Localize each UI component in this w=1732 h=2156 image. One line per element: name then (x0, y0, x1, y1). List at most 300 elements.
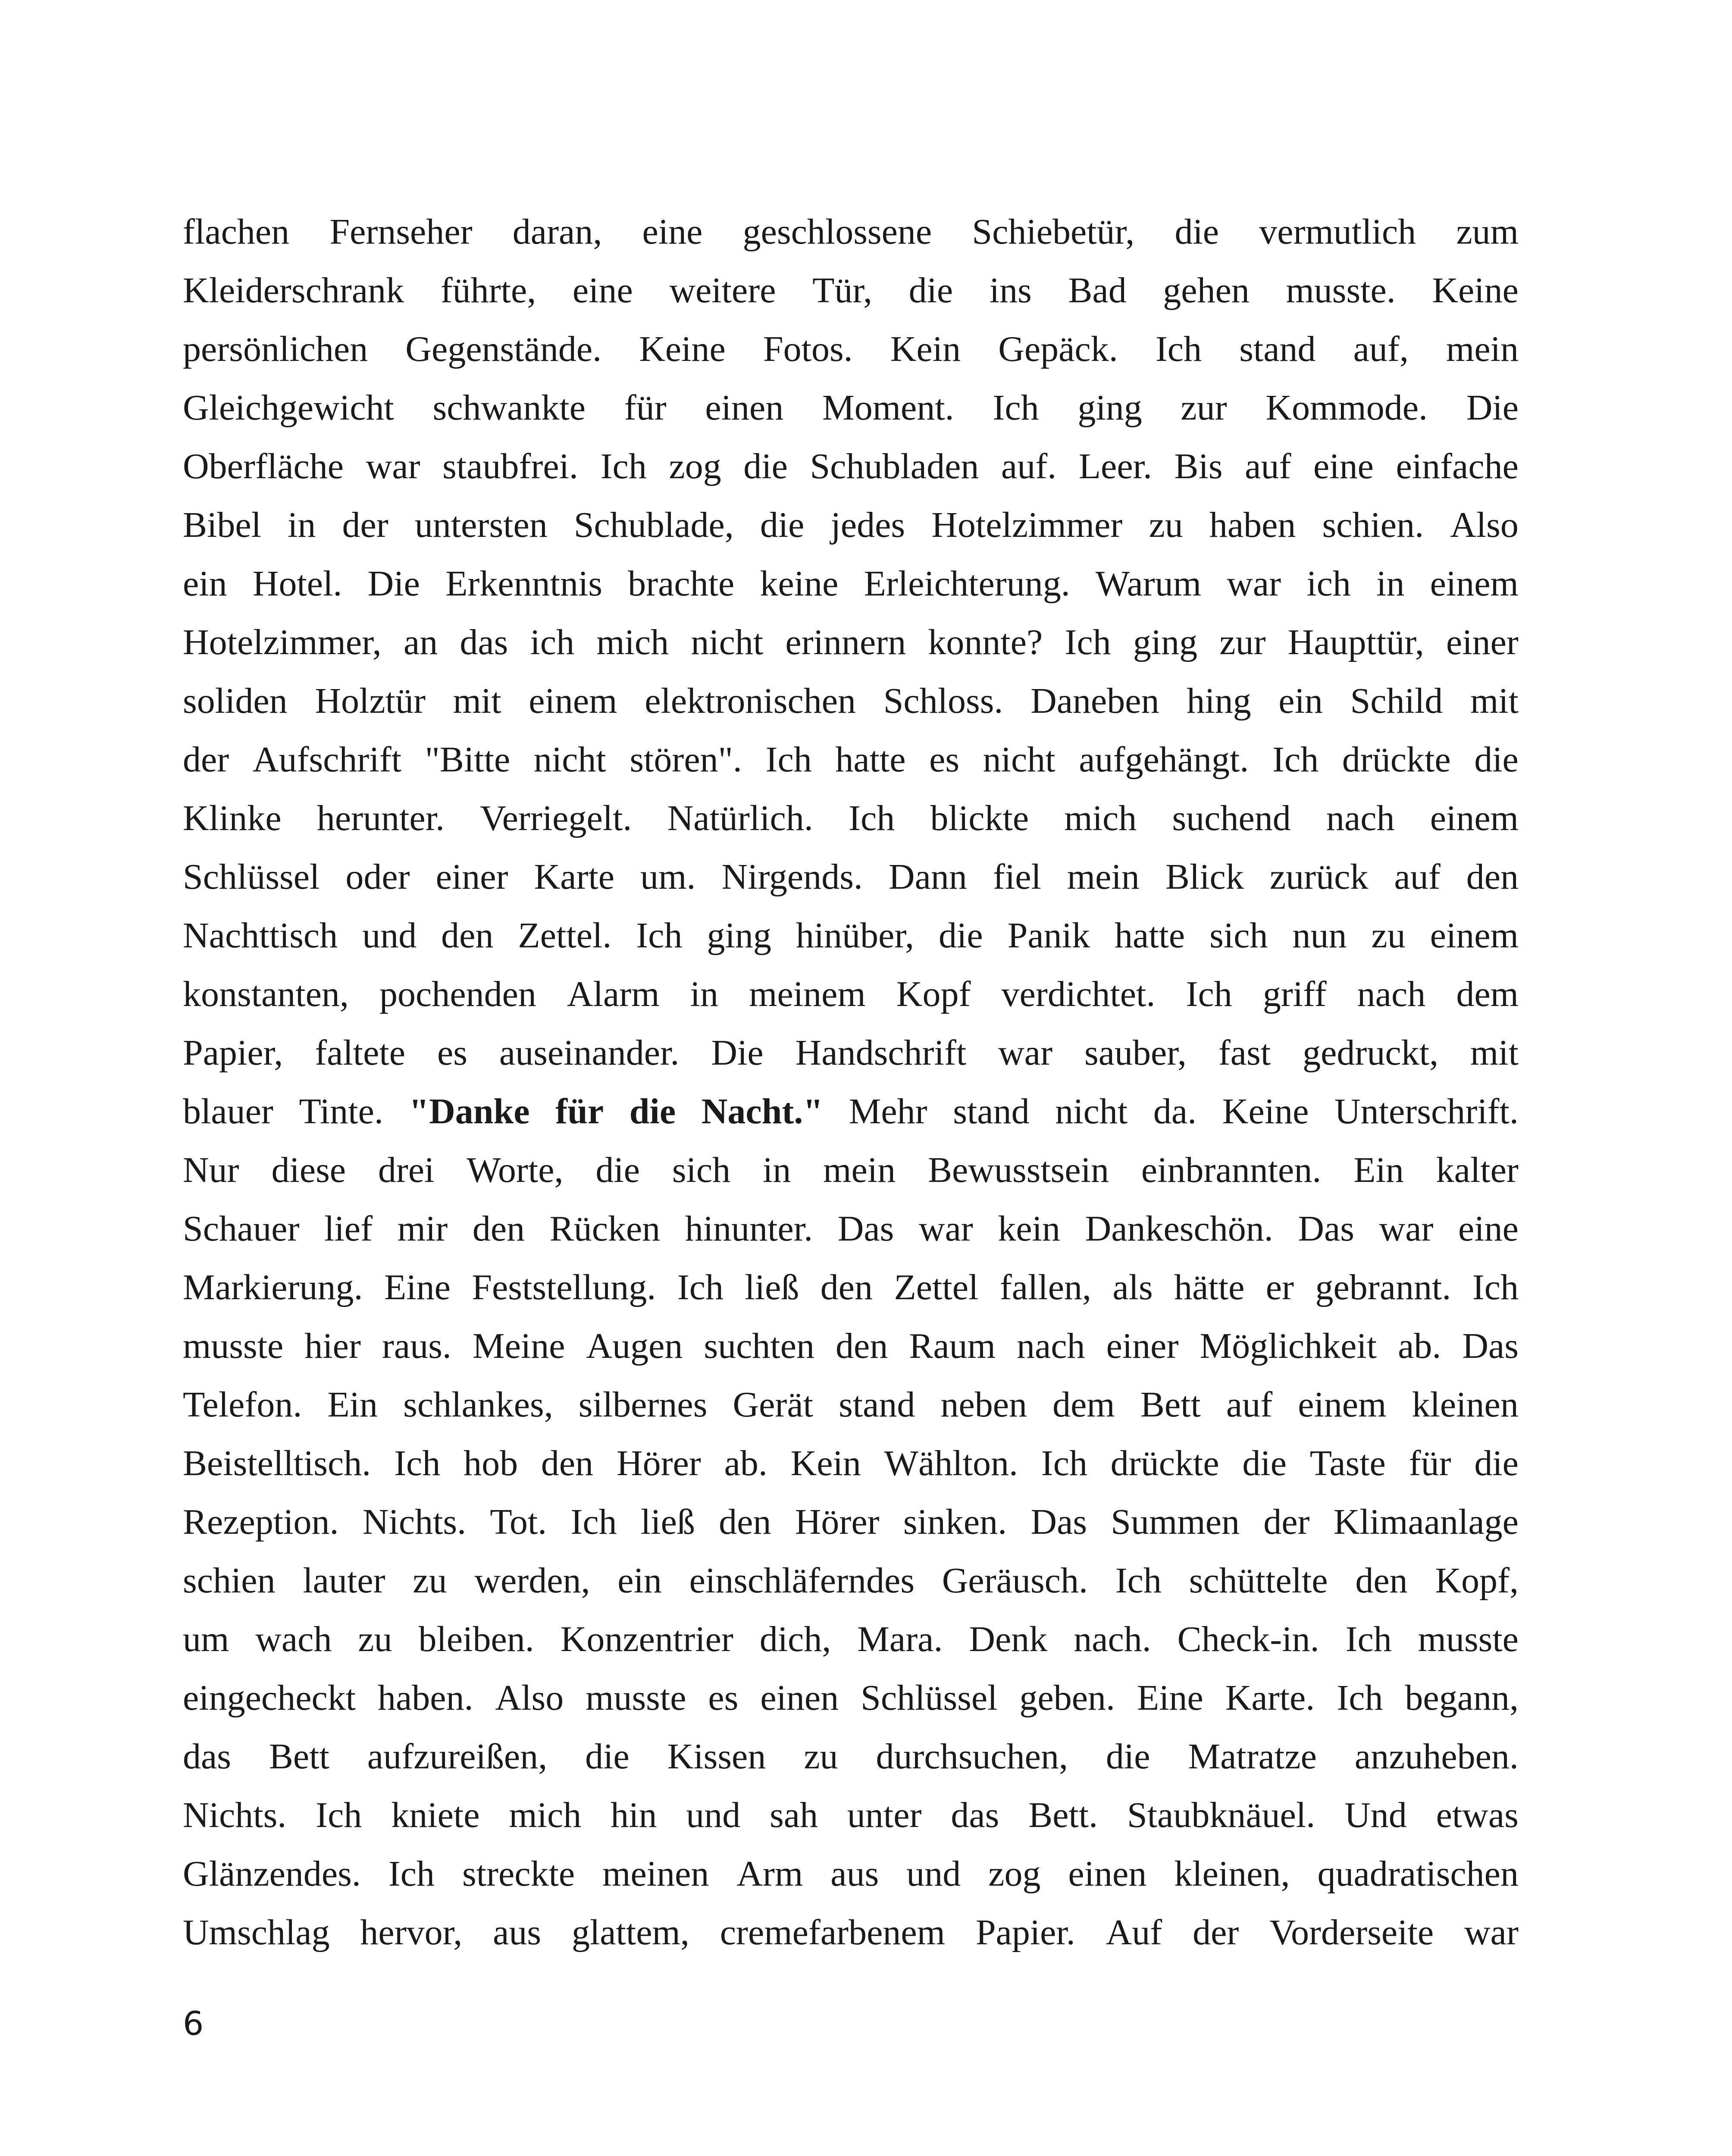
word: zog (988, 1854, 1041, 1894)
bold-quote-word: für (555, 1091, 604, 1131)
word: diese (271, 1150, 346, 1190)
word: einbrannten. (1141, 1150, 1322, 1190)
word: mich (509, 1795, 582, 1835)
word: Natürlich. (667, 798, 813, 838)
word: ließ (745, 1267, 799, 1307)
text-line (183, 1141, 1519, 1200)
text-line (183, 1376, 1519, 1434)
text-line (183, 1551, 1519, 1610)
word: die (1175, 212, 1219, 252)
word: die (908, 270, 953, 310)
text-line (183, 789, 1519, 848)
word: begann, (1405, 1678, 1519, 1718)
text-line (183, 848, 1519, 906)
word: ein (183, 564, 227, 604)
word: Bad (1068, 270, 1127, 310)
word: kleinen (1412, 1385, 1519, 1425)
word: Das (837, 1209, 894, 1249)
word: auf. (1001, 446, 1057, 486)
word: eine (642, 212, 703, 252)
text-line (183, 496, 1519, 555)
word: schien. (1322, 505, 1424, 545)
word: mit (453, 681, 501, 721)
word: kalter (1436, 1150, 1519, 1190)
word: Ein (1353, 1150, 1404, 1190)
word: und (906, 1854, 961, 1894)
word: sich (1209, 915, 1268, 956)
word: mir (397, 1209, 448, 1249)
bold-quote-word: Nacht." (701, 1091, 824, 1131)
word: meinem (749, 974, 866, 1014)
word: Keine (1432, 270, 1519, 310)
word: Papier, (183, 1033, 283, 1073)
word: für (624, 388, 667, 428)
word: drei (378, 1150, 435, 1190)
word: es (437, 1033, 467, 1073)
word: stand (953, 1091, 1030, 1131)
word: in (762, 1150, 791, 1190)
body-text (183, 203, 1519, 1962)
word: ein (1278, 681, 1323, 721)
word: weitere (669, 270, 776, 310)
word: werden, (474, 1561, 590, 1601)
word: Matratze (1188, 1736, 1317, 1777)
word: Zettel (894, 1267, 979, 1307)
word: die (939, 915, 983, 956)
word: lauter (303, 1561, 385, 1601)
word: nicht (533, 740, 606, 780)
word: stand (1239, 329, 1316, 369)
word: den (836, 1326, 888, 1366)
word: in (288, 505, 316, 545)
word: elektronischen (645, 681, 856, 721)
word: Hotel. (252, 564, 342, 604)
word: Fotos. (763, 329, 853, 369)
word: es (708, 1678, 739, 1718)
word: erinnern (785, 622, 906, 662)
word: griff (1262, 974, 1327, 1014)
word: verdichtet. (1001, 974, 1156, 1014)
word: war (1227, 564, 1281, 604)
word: Zettel. (518, 915, 612, 956)
word: den (441, 915, 494, 956)
word: schüttelte (1189, 1561, 1328, 1601)
word: hin (611, 1795, 657, 1835)
word: Eine (384, 1267, 451, 1307)
word: fallen, (999, 1267, 1091, 1307)
word: einfache (1396, 446, 1519, 486)
word: schien (183, 1561, 276, 1601)
word: dich, (759, 1619, 831, 1659)
word: Bewusstsein (927, 1150, 1109, 1190)
word: Klinke (183, 798, 282, 838)
text-line (183, 1493, 1519, 1551)
word: hier (304, 1326, 361, 1366)
word: Möglichkeit (1200, 1326, 1377, 1366)
word: den (820, 1267, 873, 1307)
word: hinunter. (685, 1209, 813, 1249)
word: Summen (1111, 1502, 1240, 1542)
word: Haupttür, (1287, 622, 1424, 662)
word: aus (493, 1912, 542, 1952)
word: eingecheckt (183, 1678, 356, 1718)
word: auf (1394, 857, 1441, 897)
word: war (1464, 1912, 1519, 1952)
word: konstanten, (183, 974, 349, 1014)
word: Keine (1222, 1091, 1309, 1131)
word: Ich (1115, 1561, 1162, 1601)
text-line (183, 1258, 1519, 1317)
word: flachen (183, 212, 290, 252)
text-line (183, 906, 1519, 965)
word: fast (1218, 1033, 1271, 1073)
word: Und (1344, 1795, 1407, 1835)
word: Markierung. (183, 1267, 363, 1307)
word: Tinte. (299, 1091, 383, 1131)
word: glattem, (571, 1912, 689, 1952)
text-line (183, 379, 1519, 437)
text-line (183, 730, 1519, 789)
word: Wählton. (884, 1443, 1018, 1483)
word: Ich (849, 798, 895, 838)
bold-quote-word: die (629, 1091, 676, 1131)
word: staubfrei. (442, 446, 579, 486)
word: Ich (636, 915, 683, 956)
word: Moment. (822, 388, 954, 428)
word: die (1242, 1443, 1287, 1483)
word: die (1474, 740, 1519, 780)
word: hinüber, (796, 915, 915, 956)
word: Warum (1095, 564, 1202, 604)
word: in (690, 974, 719, 1014)
word: ging (1077, 388, 1142, 428)
text-line (183, 672, 1519, 730)
word: kein (998, 1209, 1061, 1249)
word: war (366, 446, 420, 486)
word: einem (1430, 798, 1519, 838)
word: aufzureißen, (367, 1736, 548, 1777)
word: mit (1470, 1033, 1519, 1073)
word: den (1355, 1561, 1408, 1601)
word: die (743, 446, 788, 486)
word: in (1376, 564, 1405, 604)
word: Ich (677, 1267, 723, 1307)
word: Nichts. (362, 1502, 467, 1542)
word: führte, (440, 270, 536, 310)
text-line (183, 1082, 1519, 1141)
word: dem (1052, 1385, 1115, 1425)
word: Ich (993, 388, 1039, 428)
word: Panik (1007, 915, 1090, 956)
word: der (342, 505, 388, 545)
word: pochenden (379, 974, 536, 1014)
word: einem (1430, 564, 1519, 604)
word: gedruckt, (1303, 1033, 1438, 1073)
word: hatte (835, 740, 906, 780)
word: Daneben (1030, 681, 1159, 721)
word: Mehr (849, 1091, 927, 1131)
word: Bett (1140, 1385, 1201, 1425)
text-line (183, 1669, 1519, 1727)
text-line (183, 613, 1519, 672)
word: Alarm (567, 974, 660, 1014)
word: Worte, (467, 1150, 564, 1190)
word: ein (617, 1561, 662, 1601)
word: der (1193, 1912, 1239, 1952)
word: Mara. (857, 1619, 943, 1659)
word: einen (760, 1678, 839, 1718)
word: hob (464, 1443, 518, 1483)
word: es (929, 740, 960, 780)
word: zog (669, 446, 721, 486)
word: Taste (1309, 1443, 1386, 1483)
word: nun (1292, 915, 1347, 956)
word: einem (1298, 1385, 1387, 1425)
word: musste (1418, 1619, 1519, 1659)
word: einen (705, 388, 784, 428)
word: Rücken (549, 1209, 661, 1249)
text-line (183, 1903, 1519, 1962)
text-line (183, 1610, 1519, 1669)
word: persönlichen (183, 329, 368, 369)
word: nicht (691, 622, 764, 662)
word: geben. (1019, 1678, 1115, 1718)
word: soliden (183, 681, 288, 721)
word: Ich (316, 1795, 362, 1835)
word: auf (1245, 446, 1291, 486)
word: vermutlich (1259, 212, 1416, 252)
word: einer (1106, 1326, 1179, 1366)
text-line (183, 437, 1519, 496)
word: einer (435, 857, 508, 897)
word: zu (1149, 505, 1183, 545)
word: suchend (1172, 798, 1291, 838)
word: stand (839, 1385, 915, 1425)
word: schlankes, (403, 1385, 553, 1425)
word: Staubknäuel. (1127, 1795, 1315, 1835)
word: Ich (1345, 1619, 1392, 1659)
word: Kleiderschrank (183, 270, 404, 310)
word: Leer. (1078, 446, 1152, 486)
word: Eine (1137, 1678, 1203, 1718)
word: da. (1153, 1091, 1197, 1131)
word: Ich (1272, 740, 1319, 780)
word: Geräusch. (942, 1561, 1088, 1601)
word: Schiebetür, (972, 212, 1135, 252)
word: Ich (1472, 1267, 1519, 1307)
word: Ich (1041, 1443, 1087, 1483)
word: Kein (890, 329, 961, 369)
text-line (183, 1200, 1519, 1258)
word: zu (1371, 915, 1406, 956)
word: Unterschrift. (1334, 1091, 1519, 1131)
word: suchten (704, 1326, 815, 1366)
word: die (585, 1736, 630, 1777)
word: geschlossene (742, 212, 932, 252)
word: musste. (1286, 270, 1396, 310)
word: ging (1133, 622, 1198, 662)
word: Hörer (795, 1502, 880, 1542)
word: sich (672, 1150, 731, 1190)
word: Kopf, (1435, 1561, 1519, 1601)
word: drückte (1110, 1443, 1219, 1483)
word: Die (1466, 388, 1519, 428)
word: Holztür (315, 681, 426, 721)
word: hätte (1174, 1267, 1245, 1307)
word: ab. (724, 1443, 767, 1483)
text-line (183, 1434, 1519, 1493)
word: "Bitte (425, 740, 511, 780)
word: mein (1446, 329, 1519, 369)
word: mich (1064, 798, 1137, 838)
word: Kommode. (1265, 388, 1428, 428)
word: einschläferndes (689, 1561, 915, 1601)
word: Gleichgewicht (183, 388, 394, 428)
word: Bibel (183, 505, 261, 545)
word: Ich (394, 1443, 441, 1483)
word: einem (1430, 915, 1519, 956)
word: Tot. (490, 1502, 547, 1542)
word: ich (530, 622, 575, 662)
word: Telefon. (183, 1385, 302, 1425)
word: an (403, 622, 438, 662)
word: kniete (391, 1795, 480, 1835)
text-line (183, 555, 1519, 613)
word: den (719, 1502, 771, 1542)
word: untersten (414, 505, 548, 545)
word: zum (1456, 212, 1519, 252)
word: hervor, (360, 1912, 463, 1952)
word: nicht (1055, 1091, 1128, 1131)
word: brachte (628, 564, 735, 604)
word: Gerät (733, 1385, 814, 1425)
word: Nachttisch (183, 915, 338, 956)
text-line (183, 203, 1519, 261)
word: gebrannt. (1315, 1267, 1451, 1307)
word: gehen (1163, 270, 1250, 310)
word: Keine (639, 329, 726, 369)
word: silbernes (578, 1385, 708, 1425)
word: einer (1446, 622, 1519, 662)
word: Hotelzimmer (931, 505, 1123, 545)
text-line (183, 1024, 1519, 1082)
word: Bett (269, 1736, 329, 1777)
word: blauer (183, 1091, 273, 1131)
word: mich (596, 622, 669, 662)
word: Arm (736, 1854, 803, 1894)
word: als (1112, 1267, 1153, 1307)
word: einem (529, 681, 617, 721)
word: Schloss. (883, 681, 1003, 721)
word: Ich (1186, 974, 1232, 1014)
word: Karte (534, 857, 615, 897)
text-line (183, 1727, 1519, 1786)
word: und (686, 1795, 741, 1835)
word: mein (823, 1150, 896, 1190)
word: zu (358, 1619, 392, 1659)
word: ging (707, 915, 771, 956)
word: das (460, 622, 508, 662)
text-line (183, 320, 1519, 379)
word: schwankte (432, 388, 586, 428)
word: sah (770, 1795, 818, 1835)
bold-quote-word: "Danke (409, 1091, 530, 1131)
word: Klimaanlage (1333, 1502, 1519, 1542)
word: Schubladen (810, 446, 979, 486)
word: der (1263, 1502, 1310, 1542)
word: Schublade, (573, 505, 734, 545)
word: neben (940, 1385, 1027, 1425)
word: unter (847, 1795, 922, 1835)
word: Rezeption. (183, 1502, 339, 1542)
word: Denk (969, 1619, 1048, 1659)
word: fiel (993, 857, 1041, 897)
word: nach (1357, 974, 1426, 1014)
word: Erkenntnis (445, 564, 602, 604)
word: Verriegelt. (480, 798, 632, 838)
word: wach (255, 1619, 332, 1659)
word: Schlüssel (861, 1678, 998, 1718)
text-line (183, 261, 1519, 320)
word: den (541, 1443, 594, 1483)
word: kleinen, (1174, 1854, 1290, 1894)
word: zu (804, 1736, 838, 1777)
word: konnte? (928, 622, 1043, 662)
word: Kopf (896, 974, 971, 1014)
word: auf (1226, 1385, 1273, 1425)
word: Fernseher (329, 212, 473, 252)
word: Feststellung. (472, 1267, 656, 1307)
word: Ein (327, 1385, 378, 1425)
word: Konzentrier (560, 1619, 733, 1659)
word: aufgehängt. (1079, 740, 1249, 780)
word: Ich (765, 740, 812, 780)
word: auf, (1353, 329, 1409, 369)
word: die (760, 505, 805, 545)
word: Vorderseite (1269, 1912, 1434, 1952)
word: Ich (600, 446, 647, 486)
word: Tür, (812, 270, 872, 310)
word: Check-in. (1177, 1619, 1319, 1659)
word: drückte (1342, 740, 1451, 780)
word: die (1106, 1736, 1150, 1777)
word: Hörer (616, 1443, 701, 1483)
word: ab. (1398, 1326, 1441, 1366)
word: das (951, 1795, 999, 1835)
word: Nichts. (183, 1795, 287, 1835)
word: Nur (183, 1150, 239, 1190)
word: zurück (1269, 857, 1369, 897)
word: ließ (640, 1502, 695, 1542)
word: Oberfläche (183, 446, 344, 486)
word: mein (1067, 857, 1140, 897)
word: Beistelltisch. (183, 1443, 371, 1483)
word: einen (1068, 1854, 1147, 1894)
word: den (472, 1209, 525, 1249)
word: Gegenstände. (405, 329, 602, 369)
word: Schauer (183, 1209, 300, 1249)
word: er (1265, 1267, 1294, 1307)
word: Also (1450, 505, 1519, 545)
word: Erleichterung. (864, 564, 1070, 604)
word: Glänzendes. (183, 1854, 361, 1894)
word: auseinander. (499, 1033, 680, 1073)
page-number: 6 (183, 2004, 204, 2043)
word: eine (1458, 1209, 1519, 1249)
word: Schlüssel (183, 857, 320, 897)
word: cremefarbenem (720, 1912, 945, 1952)
word: musste (183, 1326, 284, 1366)
